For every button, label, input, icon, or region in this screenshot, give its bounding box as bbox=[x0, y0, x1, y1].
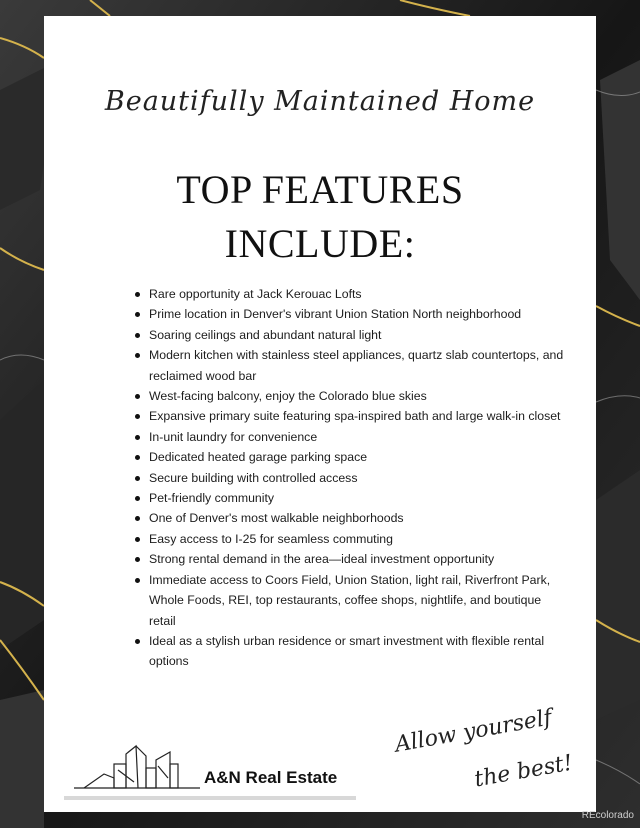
script-title: Beautifully Maintained Home bbox=[104, 86, 536, 117]
list-item: Immediate access to Coors Field, Union Station, light rail, Riverfront Park, Whole Foods, REI, top restaurants, coffee shops, nightlife, and boutique retail bbox=[149, 570, 569, 631]
list-item: In-unit laundry for convenience bbox=[149, 427, 569, 447]
list-item: Modern kitchen with stainless steel appliances, quartz slab countertops, and reclaimed wood bar bbox=[149, 345, 569, 386]
list-item: Soaring ceilings and abundant natural light bbox=[149, 325, 569, 345]
list-item: Dedicated heated garage parking space bbox=[149, 447, 569, 467]
features-list bbox=[135, 284, 569, 672]
closing-script-line-2: the best! bbox=[472, 750, 575, 793]
footer-divider bbox=[64, 796, 356, 800]
list-item: Strong rental demand in the area—ideal investment opportunity bbox=[149, 549, 569, 569]
brand-name: A&N Real Estate bbox=[204, 768, 338, 787]
city-skyline-icon bbox=[74, 738, 204, 792]
list-item: One of Denver's most walkable neighborhoods bbox=[149, 508, 569, 528]
watermark: REcolorado bbox=[581, 810, 634, 821]
heading-line-2: INCLUDE: bbox=[224, 221, 416, 266]
list-item: Prime location in Denver's vibrant Union Station North neighborhood bbox=[149, 304, 569, 324]
list-item: Easy access to I-25 for seamless commuting bbox=[149, 529, 569, 549]
list-item: Ideal as a stylish urban residence or smart investment with flexible rental options bbox=[149, 631, 569, 672]
closing-script-line-1: Allow yourself bbox=[393, 705, 554, 758]
heading-line-1: TOP FEATURES bbox=[176, 167, 464, 212]
list-item: Rare opportunity at Jack Kerouac Lofts bbox=[149, 284, 569, 304]
list-item: Expansive primary suite featuring spa-inspired bath and large walk-in closet bbox=[149, 406, 569, 426]
list-item: Pet-friendly community bbox=[149, 488, 569, 508]
list-item: Secure building with controlled access bbox=[149, 468, 569, 488]
list-item: West-facing balcony, enjoy the Colorado blue skies bbox=[149, 386, 569, 406]
flyer-card bbox=[44, 16, 596, 812]
